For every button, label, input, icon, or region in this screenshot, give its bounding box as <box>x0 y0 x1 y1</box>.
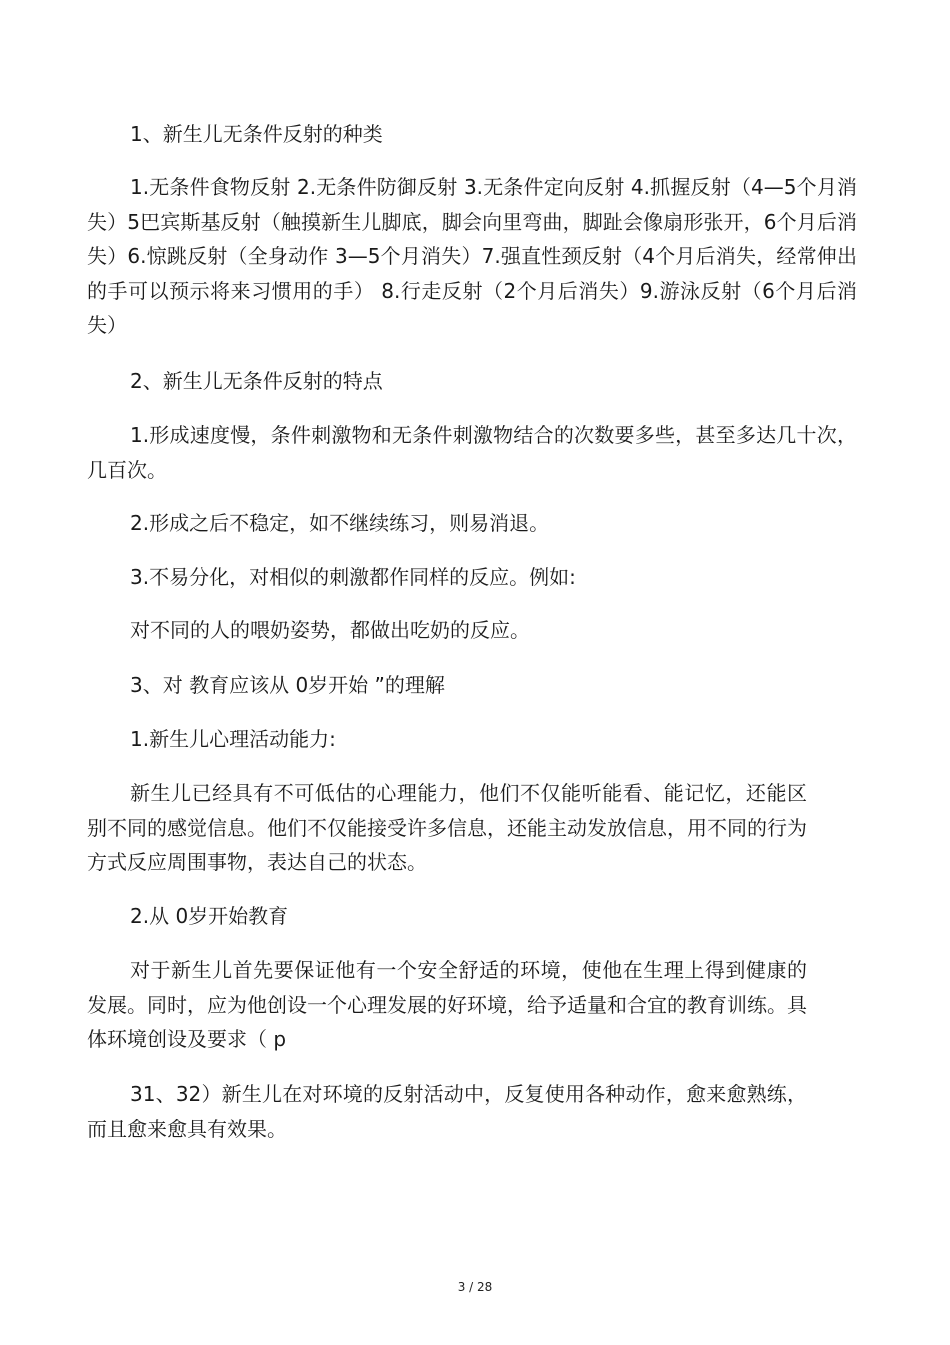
ability-paragraph: 新生儿已经具有不可低估的心理能力，他们不仅能听能看、能记忆，还能区别不同的感觉信息。他们不仅能接受许多信息，还能主动发放信息，用不同的行为方式反应周围事物，表达自己的状态。 <box>87 781 807 874</box>
page-number: 3 / 28 <box>457 1280 493 1294</box>
section-heading-2: 2、新生儿无条件反射的特点 <box>130 369 383 393</box>
education-paragraph: 对于新生儿首先要保证他有一个安全舒适的环境，使他在生理上得到健康的发展。同时，应为他创设一个心理发展的好环境，给予适量和合宜的教育训练。具体环境创设及要求（ p <box>87 958 807 1051</box>
reflex-activity-paragraph: 31、32）新生儿在对环境的反射活动中，反复使用各种动作，愈来愈熟练，而且愈来愈具有效果。 <box>87 1082 807 1141</box>
subheading-ability: 1.新生儿心理活动能力: <box>130 727 336 751</box>
feature-item-3: 3.不易分化，对相似的刺激都作同样的反应。例如: <box>130 565 576 589</box>
section-heading-3: 3、对 教育应该从 0岁开始 ”的理解 <box>130 673 445 697</box>
reflex-types-paragraph: 1.无条件食物反射 2.无条件防御反射 3.无条件定向反射 4.抓握反射（4—5个月消失）5巴宾斯基反射（触摸新生儿脚底，脚会向里弯曲，脚趾会像扇形张开，6个月后消失）6.惊跳反射（全身动作 3—5个月消失）7.强直性颈反射（4个月后消失，经常伸出的手可以预示将来习惯用的手） 8.行走反射（2个月后消失）9.游泳反射（6个月后消失） <box>87 175 857 337</box>
section-heading-1: 1、新生儿无条件反射的种类 <box>130 122 383 146</box>
feature-item-1: 1.形成速度慢，条件刺激物和无条件刺激物结合的次数要多些，甚至多达几十次，几百次。 <box>87 423 857 482</box>
feature-item-2: 2.形成之后不稳定，如不继续练习，则易消退。 <box>130 511 550 535</box>
feature-example: 对不同的人的喂奶姿势，都做出吃奶的反应。 <box>130 618 530 642</box>
subheading-education: 2.从 0岁开始教育 <box>130 904 289 928</box>
